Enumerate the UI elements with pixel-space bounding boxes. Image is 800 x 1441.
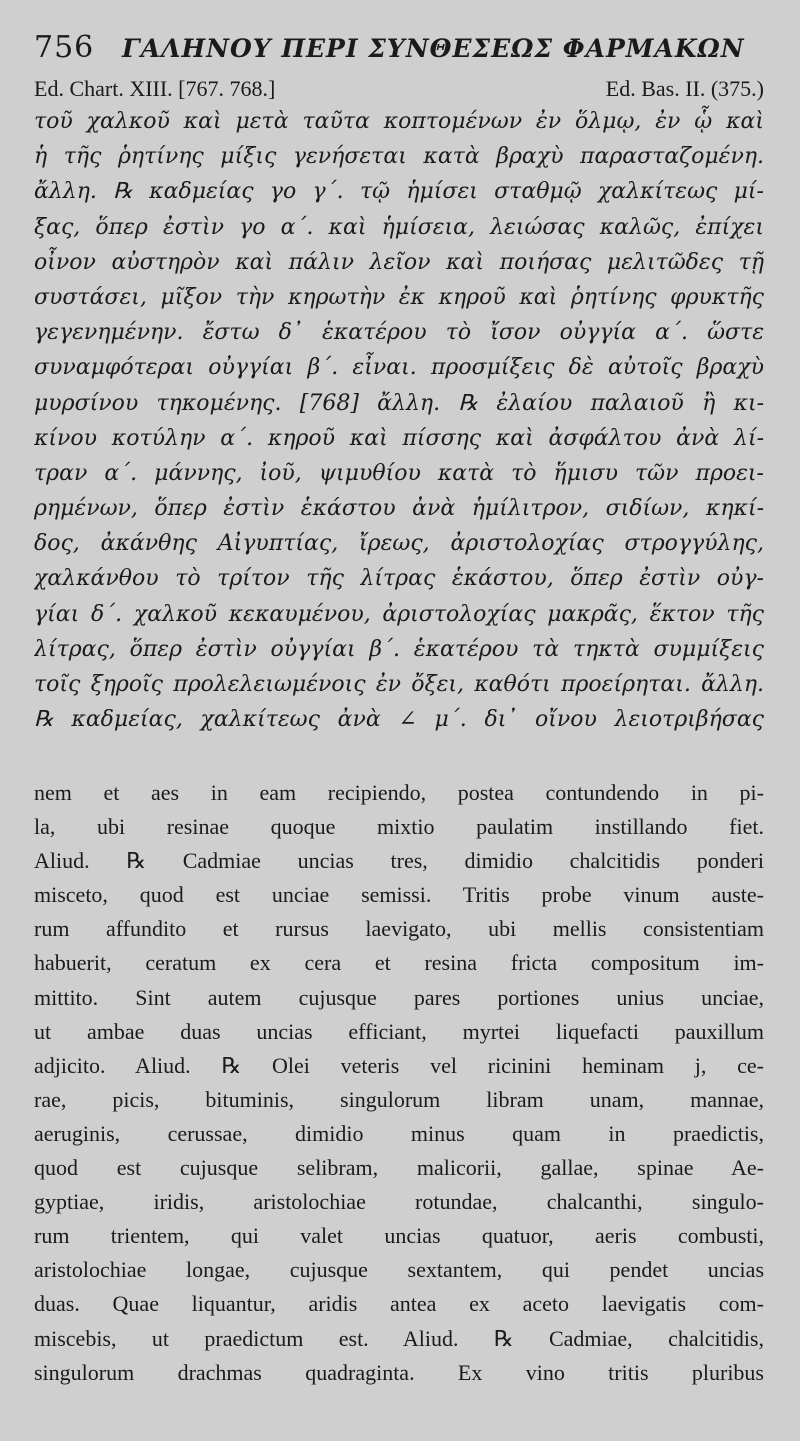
latin-line: la, ubi resinae quoque mixtio paulatim instillando fiet. [34, 814, 764, 840]
greek-line: χαλκάνθου τὸ τρίτον τῆς λίτρας ἑκάστου, ὅπερ ἐστὶν οὐγ- [34, 566, 764, 592]
latin-line: duas. Quae liquantur, aridis antea ex aceto laevigatis com- [34, 1291, 764, 1317]
latin-line: mittito. Sint autem cujusque pares portiones unius unciae, [34, 984, 764, 1010]
latin-line: rum affundito et rursus laevigato, ubi mellis consistentiam [34, 916, 764, 942]
greek-line: ἡ τῆς ῥητίνης μίξις γενήσεται κατὰ βραχὺ παρασταζομένη. [34, 144, 764, 170]
greek-text-block [34, 104, 764, 737]
greek-line: οἶνον αὐστηρὸν καὶ πάλιν λεῖον καὶ ποιήσας μελιτῶδες τῇ [34, 249, 764, 275]
edition-reference-line [34, 76, 764, 106]
latin-text-block [34, 776, 764, 1390]
page-number: 756 [34, 30, 95, 65]
latin-line: quod est cujusque selibram, malicorii, gallae, spinae Ae- [34, 1155, 764, 1181]
greek-line: τοῖς ξηροῖς προλελειωμένοις ἐν ὄξει, καθότι προείρηται. ἄλλη. [34, 672, 764, 697]
greek-line: ξας, ὅπερ ἐστὶν γο α΄. καὶ ἡμίσεια, λειώσας καλῶς, ἐπίχει [34, 214, 764, 240]
greek-line: ℞ καδμείας, χαλκίτεως ἀνὰ ∠ μ΄. δι᾽ οἴνου λειοτριβήσας [34, 707, 764, 733]
latin-line: adjicito. Aliud. ℞ Olei veteris vel ricinini heminam j, ce- [34, 1052, 764, 1078]
latin-line: nem et aes in eam recipiendo, postea contundendo in pi- [34, 780, 764, 805]
latin-line: rae, picis, bituminis, singulorum libram unam, mannae, [34, 1086, 764, 1112]
page-header [0, 0, 800, 78]
greek-line: τοῦ χαλκοῦ καὶ μετὰ ταῦτα κοπτομένων ἐν ὅλμῳ, ἐν ᾧ καὶ [34, 109, 764, 134]
greek-line: ρημένων, ὅπερ ἐστὶν ἑκάστου ἀνὰ ἡμίλιτρον, σιδίων, κηκί- [34, 496, 764, 522]
latin-line: miscebis, ut praedictum est. Aliud. ℞ Cadmiae, chalcitidis, [34, 1325, 764, 1351]
greek-line: κίνου κοτύλην α΄. κηροῦ καὶ πίσσης καὶ ἀσφάλτου ἀνὰ λί- [34, 425, 764, 451]
edition-basel-reference: Ed. Bas. II. (375.) [605, 76, 764, 101]
latin-line: misceto, quod est unciae semissi. Tritis probe vinum auste- [34, 882, 764, 908]
greek-line: λίτρας, ὅπερ ἐστὶν οὐγγίαι β΄. ἑκατέρου τὰ τηκτὰ συμμίξεις [34, 636, 764, 662]
latin-line: habuerit, ceratum ex cera et resina fricta compositum im- [34, 950, 764, 976]
latin-line: ut ambae duas uncias efficiant, myrtei liquefacti pauxillum [34, 1018, 764, 1044]
latin-line: Aliud. ℞ Cadmiae uncias tres, dimidio chalcitidis ponderi [34, 848, 764, 874]
greek-line: συστάσει, μῖξον τὴν κηρωτὴν ἐκ κηροῦ καὶ ῥητίνης φρυκτῆς [34, 284, 764, 310]
greek-line: τραν α΄. μάννης, ἰοῦ, ψιμυθίου κατὰ τὸ ἥμισυ τῶν προει- [34, 460, 764, 486]
running-title: ΓΑΛΗΝΟΥ ΠΕΡΙ ΣΥΝΘΕΣΕΩΣ ΦΑΡΜΑΚΩΝ [122, 34, 745, 63]
greek-line: ἄλλη. ℞ καδμείας γο γ΄. τῷ ἡμίσει σταθμῷ χαλκίτεως μί- [34, 179, 764, 205]
latin-line: rum trientem, qui valet uncias quatuor, aeris combusti, [34, 1223, 764, 1249]
latin-line: aeruginis, cerussae, dimidio minus quam in praedictis, [34, 1120, 764, 1146]
greek-line: συναμφότεραι οὐγγίαι β΄. εἶναι. προσμίξεις δὲ αὐτοῖς βραχὺ [34, 355, 764, 381]
greek-line: γίαι δ΄. χαλκοῦ κεκαυμένου, ἀριστολοχίας μακρᾶς, ἕκτον τῆς [34, 601, 764, 627]
edition-chartier-reference: Ed. Chart. XIII. [767. 768.] [34, 76, 276, 101]
greek-line: δος, ἀκάνθης Αἰγυπτίας, ἴρεως, ἀριστολοχίας στρογγύλης, [34, 531, 764, 557]
latin-line: singulorum drachmas quadraginta. Ex vino tritis pluribus [34, 1359, 764, 1385]
greek-line: μυρσίνου τηκομένης. [768] ἄλλη. ℞ ἐλαίου παλαιοῦ ἢ κι- [34, 390, 764, 416]
greek-line: γεγενημένην. ἔστω δ᾽ ἑκατέρου τὸ ἴσον οὐγγία α΄. ὥστε [34, 320, 764, 346]
latin-line: aristolochiae longae, cujusque sextantem, qui pendet uncias [34, 1257, 764, 1283]
latin-line: gyptiae, iridis, aristolochiae rotundae, chalcanthi, singulo- [34, 1189, 764, 1215]
